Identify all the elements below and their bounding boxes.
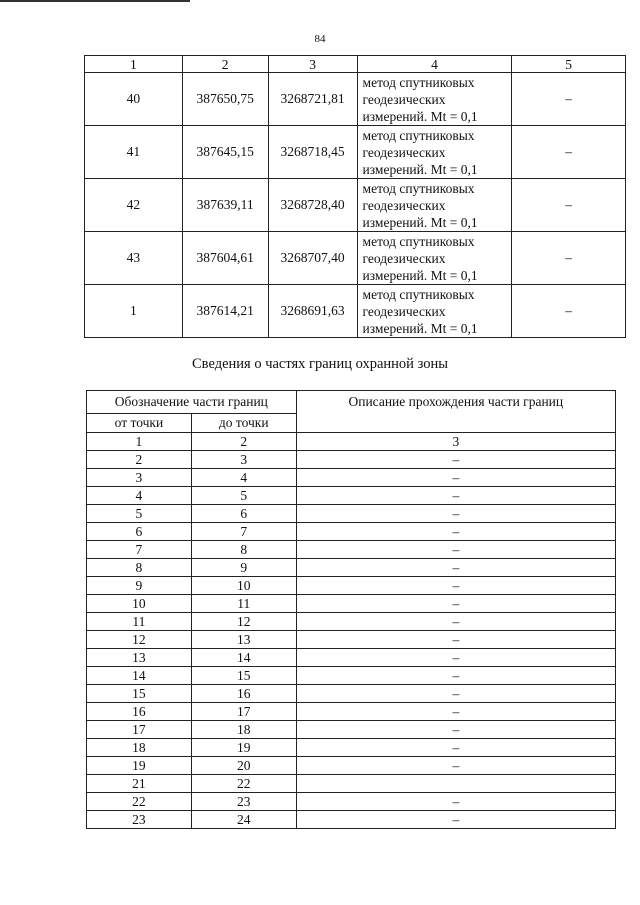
x-coordinate-cell: 387604,61 bbox=[182, 232, 268, 285]
to-point-cell: 14 bbox=[191, 649, 296, 667]
description-cell: – bbox=[296, 541, 615, 559]
column-number-cell: 3 bbox=[268, 56, 357, 73]
from-point-cell: 2 bbox=[87, 451, 192, 469]
boundary-row bbox=[87, 739, 616, 757]
accuracy-cell: – bbox=[512, 232, 626, 285]
coordinates-row bbox=[85, 126, 626, 179]
to-point-cell: 17 bbox=[191, 703, 296, 721]
from-point-cell: 17 bbox=[87, 721, 192, 739]
to-point-cell: 24 bbox=[191, 811, 296, 829]
to-point-cell: 13 bbox=[191, 631, 296, 649]
method-line: измерений. Mt = 0,1 bbox=[362, 214, 478, 230]
description-cell: – bbox=[296, 577, 615, 595]
column-number-cell: 4 bbox=[357, 56, 512, 73]
description-cell: – bbox=[296, 649, 615, 667]
method-line: метод спутниковых bbox=[362, 233, 475, 249]
boundary-row bbox=[87, 613, 616, 631]
top-rule bbox=[0, 0, 190, 2]
to-point-cell: 15 bbox=[191, 667, 296, 685]
column-number-cell: 1 bbox=[87, 433, 192, 451]
boundary-row bbox=[87, 685, 616, 703]
method-line: геодезических bbox=[362, 303, 446, 319]
y-coordinate-cell: 3268707,40 bbox=[268, 232, 357, 285]
y-coordinate-cell: 3268721,81 bbox=[268, 73, 357, 126]
y-coordinate-cell: 3268718,45 bbox=[268, 126, 357, 179]
from-point-cell: 11 bbox=[87, 613, 192, 631]
coordinates-row bbox=[85, 73, 626, 126]
to-point-cell: 5 bbox=[191, 487, 296, 505]
boundary-row bbox=[87, 631, 616, 649]
method-cell bbox=[357, 126, 512, 179]
description-cell: – bbox=[296, 559, 615, 577]
boundary-row bbox=[87, 793, 616, 811]
description-cell: – bbox=[296, 811, 615, 829]
from-point-cell: 5 bbox=[87, 505, 192, 523]
description-cell: – bbox=[296, 631, 615, 649]
column-number-cell: 3 bbox=[296, 433, 615, 451]
boundary-row bbox=[87, 523, 616, 541]
method-line: метод спутниковых bbox=[362, 180, 475, 196]
boundary-row bbox=[87, 469, 616, 487]
boundary-row bbox=[87, 775, 616, 793]
to-point-cell: 3 bbox=[191, 451, 296, 469]
accuracy-cell: – bbox=[512, 73, 626, 126]
from-point-cell: 4 bbox=[87, 487, 192, 505]
from-point-cell: 8 bbox=[87, 559, 192, 577]
boundary-row bbox=[87, 595, 616, 613]
from-point-cell: 12 bbox=[87, 631, 192, 649]
y-coordinate-cell: 3268728,40 bbox=[268, 179, 357, 232]
to-point-cell: 7 bbox=[191, 523, 296, 541]
method-cell bbox=[357, 179, 512, 232]
to-point-header-cell: до точки bbox=[191, 414, 296, 433]
x-coordinate-cell: 387650,75 bbox=[182, 73, 268, 126]
boundary-parts-table bbox=[86, 390, 616, 829]
boundary-row bbox=[87, 667, 616, 685]
x-coordinate-cell: 387645,15 bbox=[182, 126, 268, 179]
method-line: измерений. Mt = 0,1 bbox=[362, 267, 478, 283]
from-point-cell: 16 bbox=[87, 703, 192, 721]
method-line: геодезических bbox=[362, 91, 446, 107]
boundary-row bbox=[87, 721, 616, 739]
description-cell: – bbox=[296, 757, 615, 775]
method-cell bbox=[357, 232, 512, 285]
description-cell: – bbox=[296, 667, 615, 685]
boundary-row bbox=[87, 703, 616, 721]
from-point-cell: 23 bbox=[87, 811, 192, 829]
description-cell: – bbox=[296, 523, 615, 541]
boundary-row bbox=[87, 649, 616, 667]
method-line: измерений. Mt = 0,1 bbox=[362, 161, 478, 177]
to-point-cell: 19 bbox=[191, 739, 296, 757]
column-number-cell: 2 bbox=[182, 56, 268, 73]
description-cell: – bbox=[296, 613, 615, 631]
to-point-cell: 4 bbox=[191, 469, 296, 487]
from-point-header-cell: от точки bbox=[87, 414, 192, 433]
boundary-row bbox=[87, 559, 616, 577]
boundary-row bbox=[87, 541, 616, 559]
boundary-header-row bbox=[87, 391, 616, 414]
to-point-cell: 22 bbox=[191, 775, 296, 793]
description-cell: – bbox=[296, 469, 615, 487]
to-point-cell: 16 bbox=[191, 685, 296, 703]
boundary-row bbox=[87, 577, 616, 595]
method-line: геодезических bbox=[362, 197, 446, 213]
column-number-cell: 1 bbox=[85, 56, 183, 73]
coordinates-table bbox=[84, 55, 626, 338]
point-number-cell: 40 bbox=[85, 73, 183, 126]
to-point-cell: 8 bbox=[191, 541, 296, 559]
from-point-cell: 10 bbox=[87, 595, 192, 613]
from-point-cell: 15 bbox=[87, 685, 192, 703]
section-title: Сведения о частях границ охранной зоны bbox=[192, 356, 448, 372]
coordinates-row bbox=[85, 179, 626, 232]
boundary-row bbox=[87, 487, 616, 505]
group-header-cell: Обозначение части границ bbox=[87, 391, 297, 414]
point-number-cell: 42 bbox=[85, 179, 183, 232]
x-coordinate-cell: 387614,21 bbox=[182, 285, 268, 338]
coordinates-header-row bbox=[85, 56, 626, 73]
method-line: метод спутниковых bbox=[362, 74, 475, 90]
description-cell: – bbox=[296, 793, 615, 811]
description-cell: – bbox=[296, 505, 615, 523]
point-number-cell: 43 bbox=[85, 232, 183, 285]
boundary-row bbox=[87, 505, 616, 523]
accuracy-cell: – bbox=[512, 179, 626, 232]
method-cell bbox=[357, 285, 512, 338]
from-point-cell: 13 bbox=[87, 649, 192, 667]
accuracy-cell: – bbox=[512, 126, 626, 179]
method-line: геодезических bbox=[362, 250, 446, 266]
from-point-cell: 14 bbox=[87, 667, 192, 685]
description-cell: – bbox=[296, 685, 615, 703]
description-cell: – bbox=[296, 703, 615, 721]
from-point-cell: 18 bbox=[87, 739, 192, 757]
from-point-cell: 19 bbox=[87, 757, 192, 775]
to-point-cell: 12 bbox=[191, 613, 296, 631]
description-cell: – bbox=[296, 487, 615, 505]
column-number-cell: 5 bbox=[512, 56, 626, 73]
to-point-cell: 11 bbox=[191, 595, 296, 613]
boundary-row bbox=[87, 757, 616, 775]
to-point-cell: 9 bbox=[191, 559, 296, 577]
description-cell: – bbox=[296, 721, 615, 739]
from-point-cell: 6 bbox=[87, 523, 192, 541]
accuracy-cell: – bbox=[512, 285, 626, 338]
method-line: геодезических bbox=[362, 144, 446, 160]
from-point-cell: 7 bbox=[87, 541, 192, 559]
from-point-cell: 3 bbox=[87, 469, 192, 487]
method-line: измерений. Mt = 0,1 bbox=[362, 320, 478, 336]
coordinates-row bbox=[85, 232, 626, 285]
coordinates-row bbox=[85, 285, 626, 338]
to-point-cell: 20 bbox=[191, 757, 296, 775]
method-cell bbox=[357, 73, 512, 126]
boundary-numbering-row bbox=[87, 433, 616, 451]
x-coordinate-cell: 387639,11 bbox=[182, 179, 268, 232]
from-point-cell: 21 bbox=[87, 775, 192, 793]
description-cell: – bbox=[296, 595, 615, 613]
boundary-row bbox=[87, 451, 616, 469]
point-number-cell: 41 bbox=[85, 126, 183, 179]
description-header-cell: Описание прохождения части границ bbox=[296, 391, 615, 433]
to-point-cell: 23 bbox=[191, 793, 296, 811]
y-coordinate-cell: 3268691,63 bbox=[268, 285, 357, 338]
method-line: метод спутниковых bbox=[362, 286, 475, 302]
to-point-cell: 6 bbox=[191, 505, 296, 523]
to-point-cell: 10 bbox=[191, 577, 296, 595]
from-point-cell: 22 bbox=[87, 793, 192, 811]
method-line: измерений. Mt = 0,1 bbox=[362, 108, 478, 124]
description-cell bbox=[296, 775, 615, 793]
to-point-cell: 18 bbox=[191, 721, 296, 739]
method-line: метод спутниковых bbox=[362, 127, 475, 143]
from-point-cell: 9 bbox=[87, 577, 192, 595]
boundary-row bbox=[87, 811, 616, 829]
column-number-cell: 2 bbox=[191, 433, 296, 451]
description-cell: – bbox=[296, 739, 615, 757]
page-number: 84 bbox=[314, 33, 326, 45]
description-cell: – bbox=[296, 451, 615, 469]
point-number-cell: 1 bbox=[85, 285, 183, 338]
